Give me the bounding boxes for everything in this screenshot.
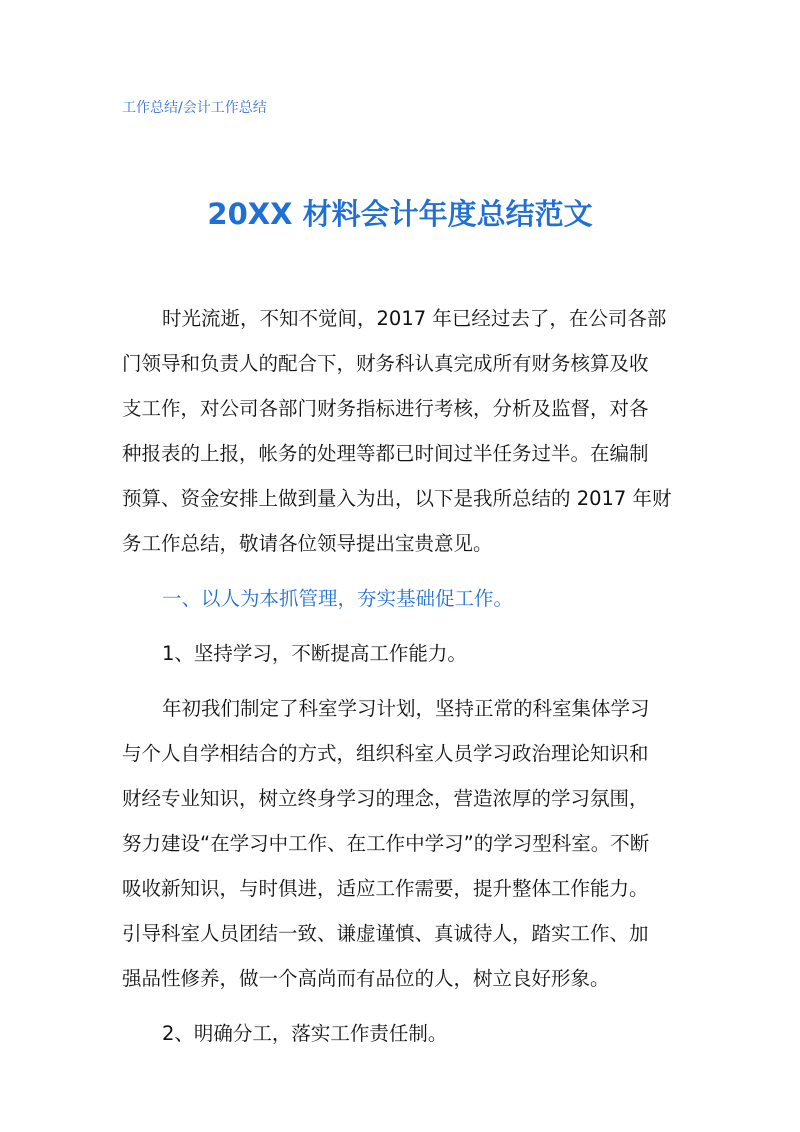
body-line-3: 财经专业知识，树立终身学习的理念，营造浓厚的学习氛围，	[122, 787, 649, 810]
intro-line-5: 预算、资金安排上做到量入为出，以下是我所总结的 2017 年财	[122, 487, 672, 510]
body-line-2: 与个人自学相结合的方式，组织科室人员学习政治理论知识和	[122, 742, 649, 765]
intro-line-2: 门领导和负责人的配合下，财务科认真完成所有财务核算及收	[122, 352, 649, 375]
body-line-7: 强品性修养，做一个高尚而有品位的人，树立良好形象。	[122, 967, 610, 990]
intro-line-3: 支工作，对公司各部门财务指标进行考核，分析及监督，对各	[122, 397, 649, 420]
intro-line-1: 时光流逝，不知不觉间，2017 年已经过去了，在公司各部	[162, 307, 667, 330]
body-line-1: 年初我们制定了科室学习计划，坚持正常的科室集体学习	[162, 697, 650, 720]
document-title: 20XX 材料会计年度总结范文	[207, 197, 593, 231]
body-line-6: 引导科室人员团结一致、谦虚谨慎、真诚待人，踏实工作、加	[122, 922, 649, 945]
body-line-4: 努力建设“在学习中工作、在工作中学习”的学习型科室。不断	[122, 832, 650, 855]
breadcrumb[interactable]: 工作总结/会计工作总结	[122, 100, 267, 116]
section-heading-1: 一、以人为本抓管理，夯实基础促工作。	[162, 587, 514, 610]
subheading-1: 1、坚持学习，不断提高工作能力。	[162, 642, 467, 665]
body-line-5: 吸收新知识，与时俱进，适应工作需要，提升整体工作能力。	[122, 877, 649, 900]
intro-line-6: 务工作总结，敬请各位领导提出宝贵意见。	[122, 532, 493, 555]
subheading-2: 2、明确分工，落实工作责任制。	[162, 1022, 448, 1045]
intro-line-4: 种报表的上报，帐务的处理等都已时间过半任务过半。在编制	[122, 442, 649, 465]
